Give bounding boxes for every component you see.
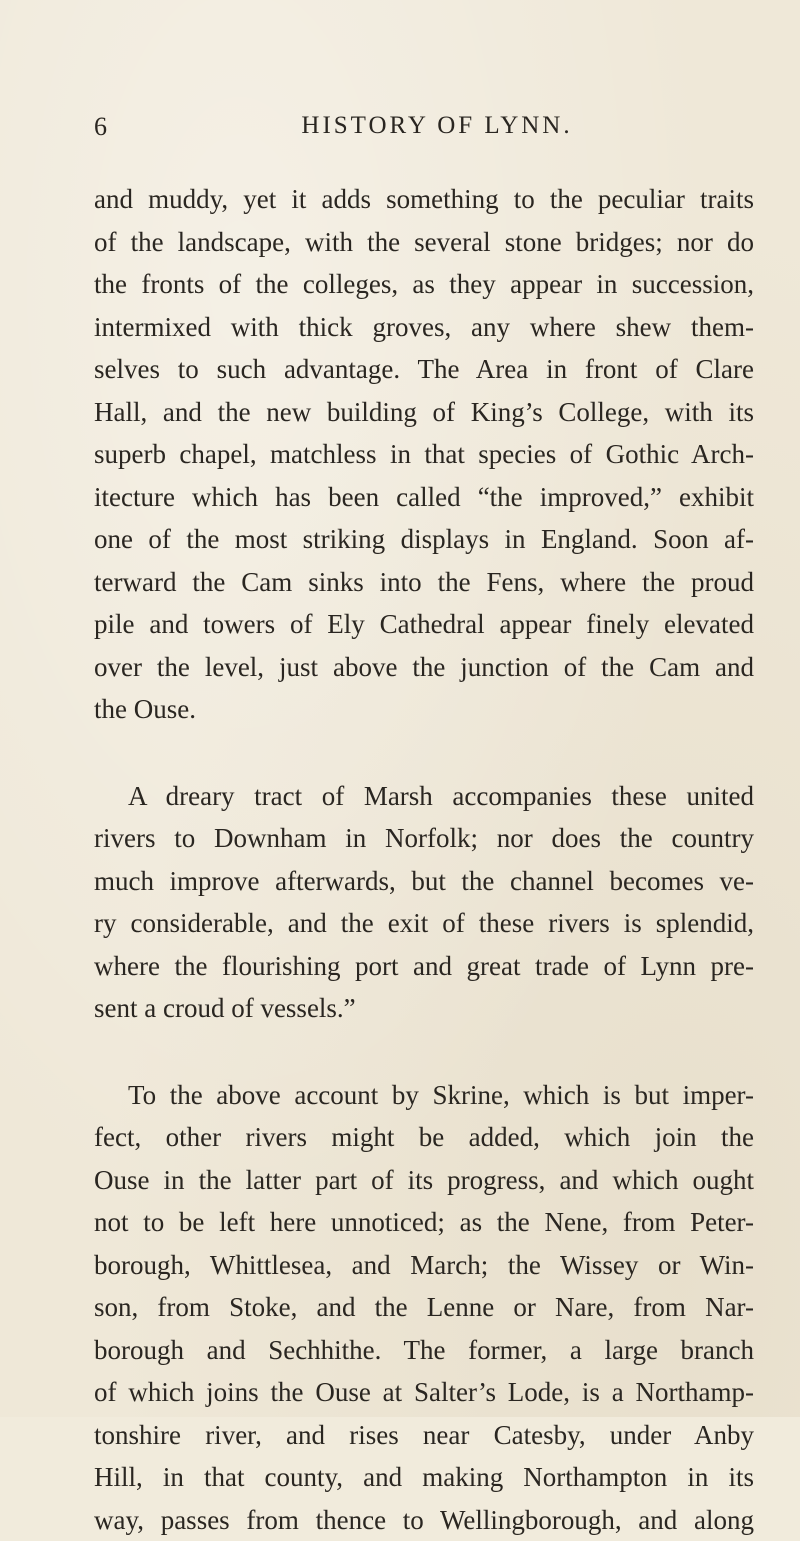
page-number: 6: [94, 112, 107, 142]
paragraph-1: [94, 178, 754, 731]
text-line: where the flourishing port and great trade of Lynn pre-: [94, 945, 754, 988]
text-line: intermixed with thick groves, any where shew them-: [94, 306, 754, 349]
text-line: way, passes from thence to Wellingborough, and along: [94, 1499, 754, 1541]
text-line: itecture which has been called “the improved,” exhibit: [94, 476, 754, 519]
paragraph-3: [94, 1074, 754, 1541]
text-line: fect, other rivers might be added, which join the: [94, 1116, 754, 1159]
paragraph-gap: [94, 1030, 754, 1074]
text-line: ry considerable, and the exit of these rivers is splendid,: [94, 902, 754, 945]
text-line: over the level, just above the junction of the Cam and: [94, 646, 754, 689]
text-line: borough, Whittlesea, and March; the Wissey or Win-: [94, 1244, 754, 1287]
text-line: Ouse in the latter part of its progress, and which ought: [94, 1159, 754, 1202]
page-header: [94, 112, 740, 152]
text-line: Hall, and the new building of King’s College, with its: [94, 391, 754, 434]
text-line: of the landscape, with the several stone bridges; nor do: [94, 221, 754, 264]
running-title: HISTORY OF LYNN.: [94, 112, 740, 140]
text-line: A dreary tract of Marsh accompanies these united: [94, 775, 754, 818]
body-text: [94, 178, 754, 1541]
text-line: son, from Stoke, and the Lenne or Nare, from Nar-: [94, 1286, 754, 1329]
paragraph-gap: [94, 731, 754, 775]
text-line: selves to such advantage. The Area in front of Clare: [94, 348, 754, 391]
text-line: one of the most striking displays in England. Soon af-: [94, 518, 754, 561]
paragraph-2: [94, 775, 754, 1030]
text-line: borough and Sechhithe. The former, a large branch: [94, 1329, 754, 1372]
text-line: not to be left here unnoticed; as the Nene, from Peter-: [94, 1201, 754, 1244]
text-line: rivers to Downham in Norfolk; nor does the country: [94, 817, 754, 860]
text-line: much improve afterwards, but the channel becomes ve-: [94, 860, 754, 903]
text-line: Hill, in that county, and making Northampton in its: [94, 1456, 754, 1499]
text-line: superb chapel, matchless in that species of Gothic Arch-: [94, 433, 754, 476]
text-line: and muddy, yet it adds something to the peculiar traits: [94, 178, 754, 221]
text-line: tonshire river, and rises near Catesby, under Anby: [94, 1414, 754, 1457]
text-line: pile and towers of Ely Cathedral appear finely elevated: [94, 603, 754, 646]
text-line: of which joins the Ouse at Salter’s Lode, is a Northamp-: [94, 1371, 754, 1414]
text-line: sent a croud of vessels.”: [94, 987, 754, 1030]
text-line: terward the Cam sinks into the Fens, where the proud: [94, 561, 754, 604]
text-line: the fronts of the colleges, as they appear in succession,: [94, 263, 754, 306]
text-line: the Ouse.: [94, 688, 754, 731]
text-line: To the above account by Skrine, which is but imper-: [94, 1074, 754, 1117]
